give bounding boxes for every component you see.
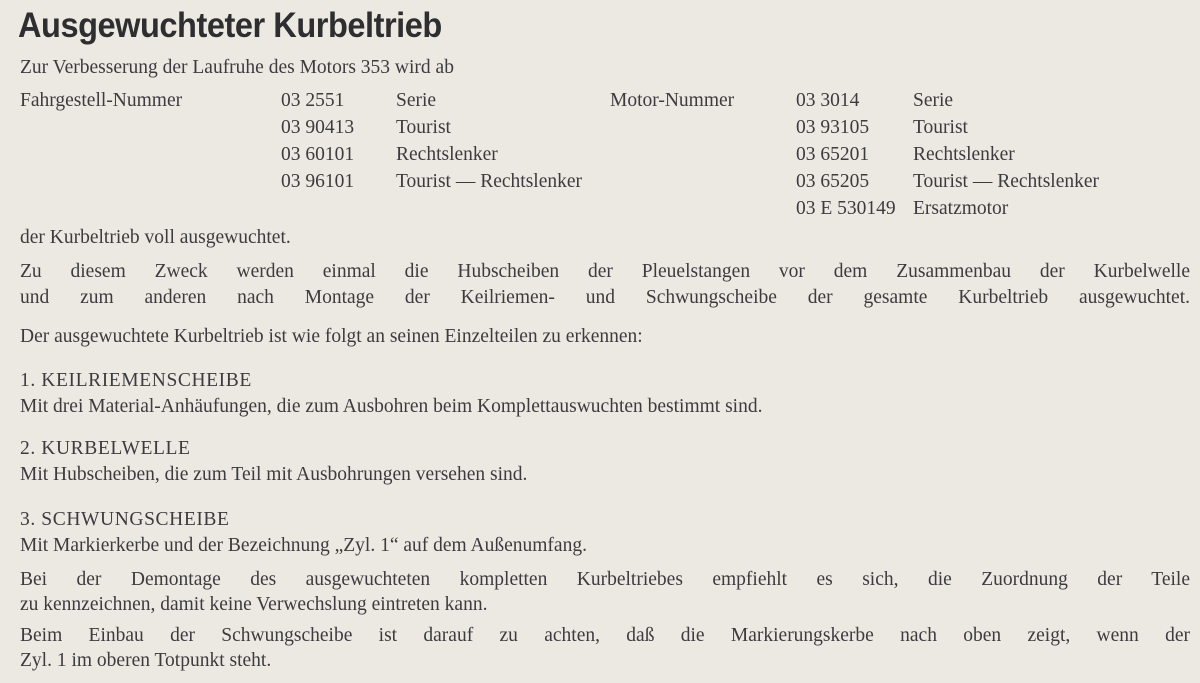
engine-number-value: 03 E 530149 bbox=[796, 198, 896, 219]
chassis-number-value: 03 60101 bbox=[281, 144, 355, 165]
page-title: Ausgewuchteter Kurbeltrieb bbox=[18, 6, 442, 45]
engine-number-value: 03 3014 bbox=[796, 90, 860, 111]
disassembly-paragraph-line: zu kennzeichnen, damit keine Verwechslung eintreten kann. bbox=[20, 594, 488, 615]
intro-text: Zur Verbesserung der Laufruhe des Motors 353 wird ab bbox=[20, 57, 454, 78]
chassis-variant: Rechtslenker bbox=[396, 144, 498, 165]
installation-paragraph-line: Beim Einbau der Schwungscheibe ist darauf zu achten, daß die Markierungskerbe nach oben zeigt, wenn der bbox=[20, 625, 1190, 646]
item-heading-pulley: 1. KEILRIEMENSCHEIBE bbox=[20, 370, 252, 391]
purpose-paragraph-line: Zu diesem Zweck werden einmal die Hubscheiben der Pleuelstangen vor dem Zusammenbau der Kurbelwelle bbox=[20, 261, 1190, 282]
engine-number-label: Motor-Nummer bbox=[610, 90, 735, 111]
engine-variant: Serie bbox=[913, 90, 954, 111]
engine-variant: Ersatzmotor bbox=[913, 198, 1009, 219]
chassis-number-value: 03 2551 bbox=[281, 90, 345, 111]
engine-variant: Tourist bbox=[913, 117, 968, 138]
item-text-crankshaft: Mit Hubscheiben, die zum Teil mit Ausbohrungen versehen sind. bbox=[20, 464, 528, 485]
chassis-variant: Tourist bbox=[396, 117, 451, 138]
table-conclusion-text: der Kurbeltrieb voll ausgewuchtet. bbox=[20, 227, 291, 248]
disassembly-paragraph-line: Bei der Demontage des ausgewuchteten kompletten Kurbeltriebes empfiehlt es sich, die Zuordnung der Teile bbox=[20, 569, 1190, 590]
installation-paragraph-line: Zyl. 1 im oberen Totpunkt steht. bbox=[20, 650, 272, 671]
recognition-paragraph: Der ausgewuchtete Kurbeltrieb ist wie folgt an seinen Einzelteilen zu erkennen: bbox=[20, 326, 643, 347]
engine-number-value: 03 93105 bbox=[796, 117, 870, 138]
chassis-variant: Tourist — Rechtslenker bbox=[396, 171, 583, 192]
engine-variant: Rechtslenker bbox=[913, 144, 1015, 165]
purpose-paragraph-line: und zum anderen nach Montage der Keilriemen- und Schwungscheibe der gesamte Kurbeltrieb ausgewuchtet. bbox=[20, 287, 1190, 308]
item-heading-flywheel: 3. SCHWUNGSCHEIBE bbox=[20, 509, 230, 530]
item-heading-crankshaft: 2. KURBELWELLE bbox=[20, 438, 191, 459]
engine-number-value: 03 65205 bbox=[796, 171, 870, 192]
chassis-number-value: 03 96101 bbox=[281, 171, 355, 192]
chassis-number-value: 03 90413 bbox=[281, 117, 355, 138]
item-text-flywheel: Mit Markierkerbe und der Bezeichnung „Zyl. 1“ auf dem Außenumfang. bbox=[20, 535, 587, 556]
engine-variant: Tourist — Rechtslenker bbox=[913, 171, 1100, 192]
chassis-number-label: Fahrgestell-Nummer bbox=[20, 90, 183, 111]
engine-number-value: 03 65201 bbox=[796, 144, 870, 165]
item-text-pulley: Mit drei Material-Anhäufungen, die zum Ausbohren beim Komplettauswuchten bestimmt sind. bbox=[20, 396, 763, 417]
chassis-variant: Serie bbox=[396, 90, 437, 111]
